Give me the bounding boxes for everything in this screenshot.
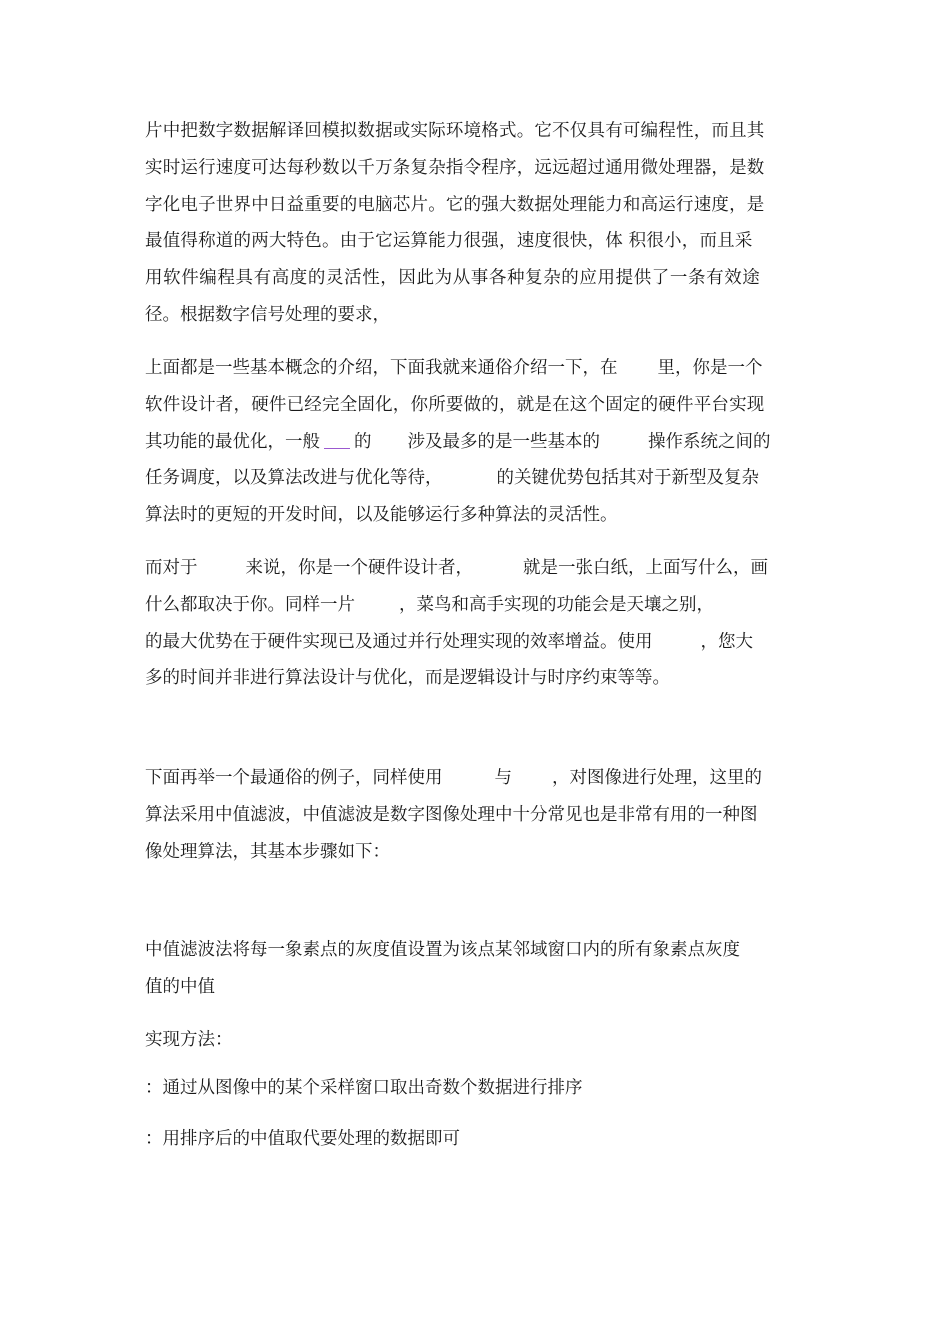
p2-line-5: 算法时的更短的开发时间，以及能够运行多种算法的灵活性。 (145, 505, 618, 526)
paragraph-3 (145, 550, 810, 697)
p3-line-3a: 的最大优势在于硬件实现已及通过并行处理实现的效率增益。使用 (145, 631, 653, 652)
p2-line-3d: 操作系统之间的 (648, 431, 771, 452)
text-line (145, 797, 810, 834)
text-line (145, 350, 810, 387)
paragraph-2 (145, 350, 810, 534)
step-2 (145, 1121, 810, 1158)
text-line (145, 969, 810, 1006)
p3-line-4: 多的时间并非进行算法设计与优化，而是逻辑设计与时序约束等等。 (145, 668, 670, 689)
p1-line-3: 字化电子世界中日益重要的电脑芯片。它的强大数据处理能力和高运行速度，是 (145, 194, 765, 215)
text-line (145, 297, 810, 334)
p3-line-2b: ，菜鸟和高手实现的功能会是天壤之别， (399, 594, 714, 615)
text-line (145, 760, 810, 797)
text-line (145, 497, 810, 534)
text-line (145, 624, 810, 661)
step-2-text: ：用排序后的中值取代要处理的数据即可 (145, 1129, 460, 1149)
p2-line-4a: 任务调度，以及算法改进与优化等待， (145, 468, 443, 489)
text-line (145, 1121, 810, 1158)
text-line (145, 660, 810, 697)
text-line (145, 187, 810, 224)
p4-line-1a: 下面再举一个最通俗的例子，同样使用 (145, 768, 443, 788)
paragraph-5 (145, 932, 810, 1006)
p4-line-2: 算法采用中值滤波，中值滤波是数字图像处理中十分常见也是非常有用的一种图 (145, 804, 758, 825)
p2-line-1a: 上面都是一些基本概念的介绍，下面我就来通俗介绍一下，在 (145, 358, 618, 378)
p4-line-3: 像处理算法，其基本步骤如下： (145, 841, 390, 862)
paragraph-4 (145, 760, 810, 870)
blank-underline (324, 430, 350, 449)
p3-line-2a: 什么都取决于你。同样一片 (145, 594, 355, 615)
p5-line-2: 值的中值 (145, 976, 215, 997)
text-line (145, 424, 810, 461)
text-line (145, 1070, 810, 1107)
text-line (145, 550, 810, 587)
p4-line-1b: 与 (494, 768, 512, 788)
p2-line-3a: 其功能的最优化，一般 (145, 431, 320, 452)
p2-line-4b: 的关键优势包括其对于新型及复杂 (496, 468, 759, 489)
p3-line-3b: ，您大 (700, 631, 753, 652)
p4-line-1c: ，对图像进行处理，这里的 (552, 768, 762, 788)
text-line (145, 834, 810, 871)
text-line (145, 460, 810, 497)
p3-line-1c: 就是一张白纸，上面写什么，画 (523, 558, 768, 578)
step-1-text: ：通过从图像中的某个采样窗口取出奇数个数据进行排序 (145, 1078, 583, 1098)
p2-line-3c: 涉及最多的是一些基本的 (407, 431, 600, 452)
p2-line-3b: 的 (354, 431, 372, 452)
paragraph-1 (145, 113, 810, 334)
p2-line-2: 软件设计者，硬件已经完全固化，你所要做的，就是在这个固定的硬件平台实现 (145, 394, 765, 415)
step-1 (145, 1070, 810, 1107)
text-line (145, 260, 810, 297)
implementation-heading: 实现方法： (145, 1030, 233, 1050)
paragraph-6 (145, 1022, 810, 1059)
p1-line-6: 径。根据数字信号处理的要求， (145, 304, 390, 325)
text-line (145, 387, 810, 424)
p1-line-4: 最值得称道的两大特色。由于它运算能力很强，速度很快，体 积很小，而且采 (145, 231, 753, 252)
p3-line-1a: 而对于 (145, 558, 198, 578)
p2-line-1b: 里，你是一个 (657, 358, 763, 378)
p1-line-1: 片中把数字数据解译回模拟数据或实际环境格式。它不仅具有可编程性，而且其 (145, 121, 765, 141)
p5-line-1: 中值滤波法将每一象素点的灰度值设置为该点某邻域窗口内的所有象素点灰度 (145, 940, 740, 960)
text-line (145, 150, 810, 187)
text-line (145, 587, 810, 624)
p1-line-5: 用软件编程具有高度的灵活性，因此为从事各种复杂的应用提供了一条有效途 (145, 268, 761, 289)
text-line (145, 223, 810, 260)
p3-line-1b: 来说，你是一个硬件设计者， (245, 558, 473, 578)
text-line (145, 932, 810, 969)
text-line (145, 1022, 810, 1059)
p1-line-2: 实时运行速度可达每秒数以千万条复杂指令程序，远远超过通用微处理器，是数 (145, 157, 765, 178)
text-line (145, 113, 810, 150)
